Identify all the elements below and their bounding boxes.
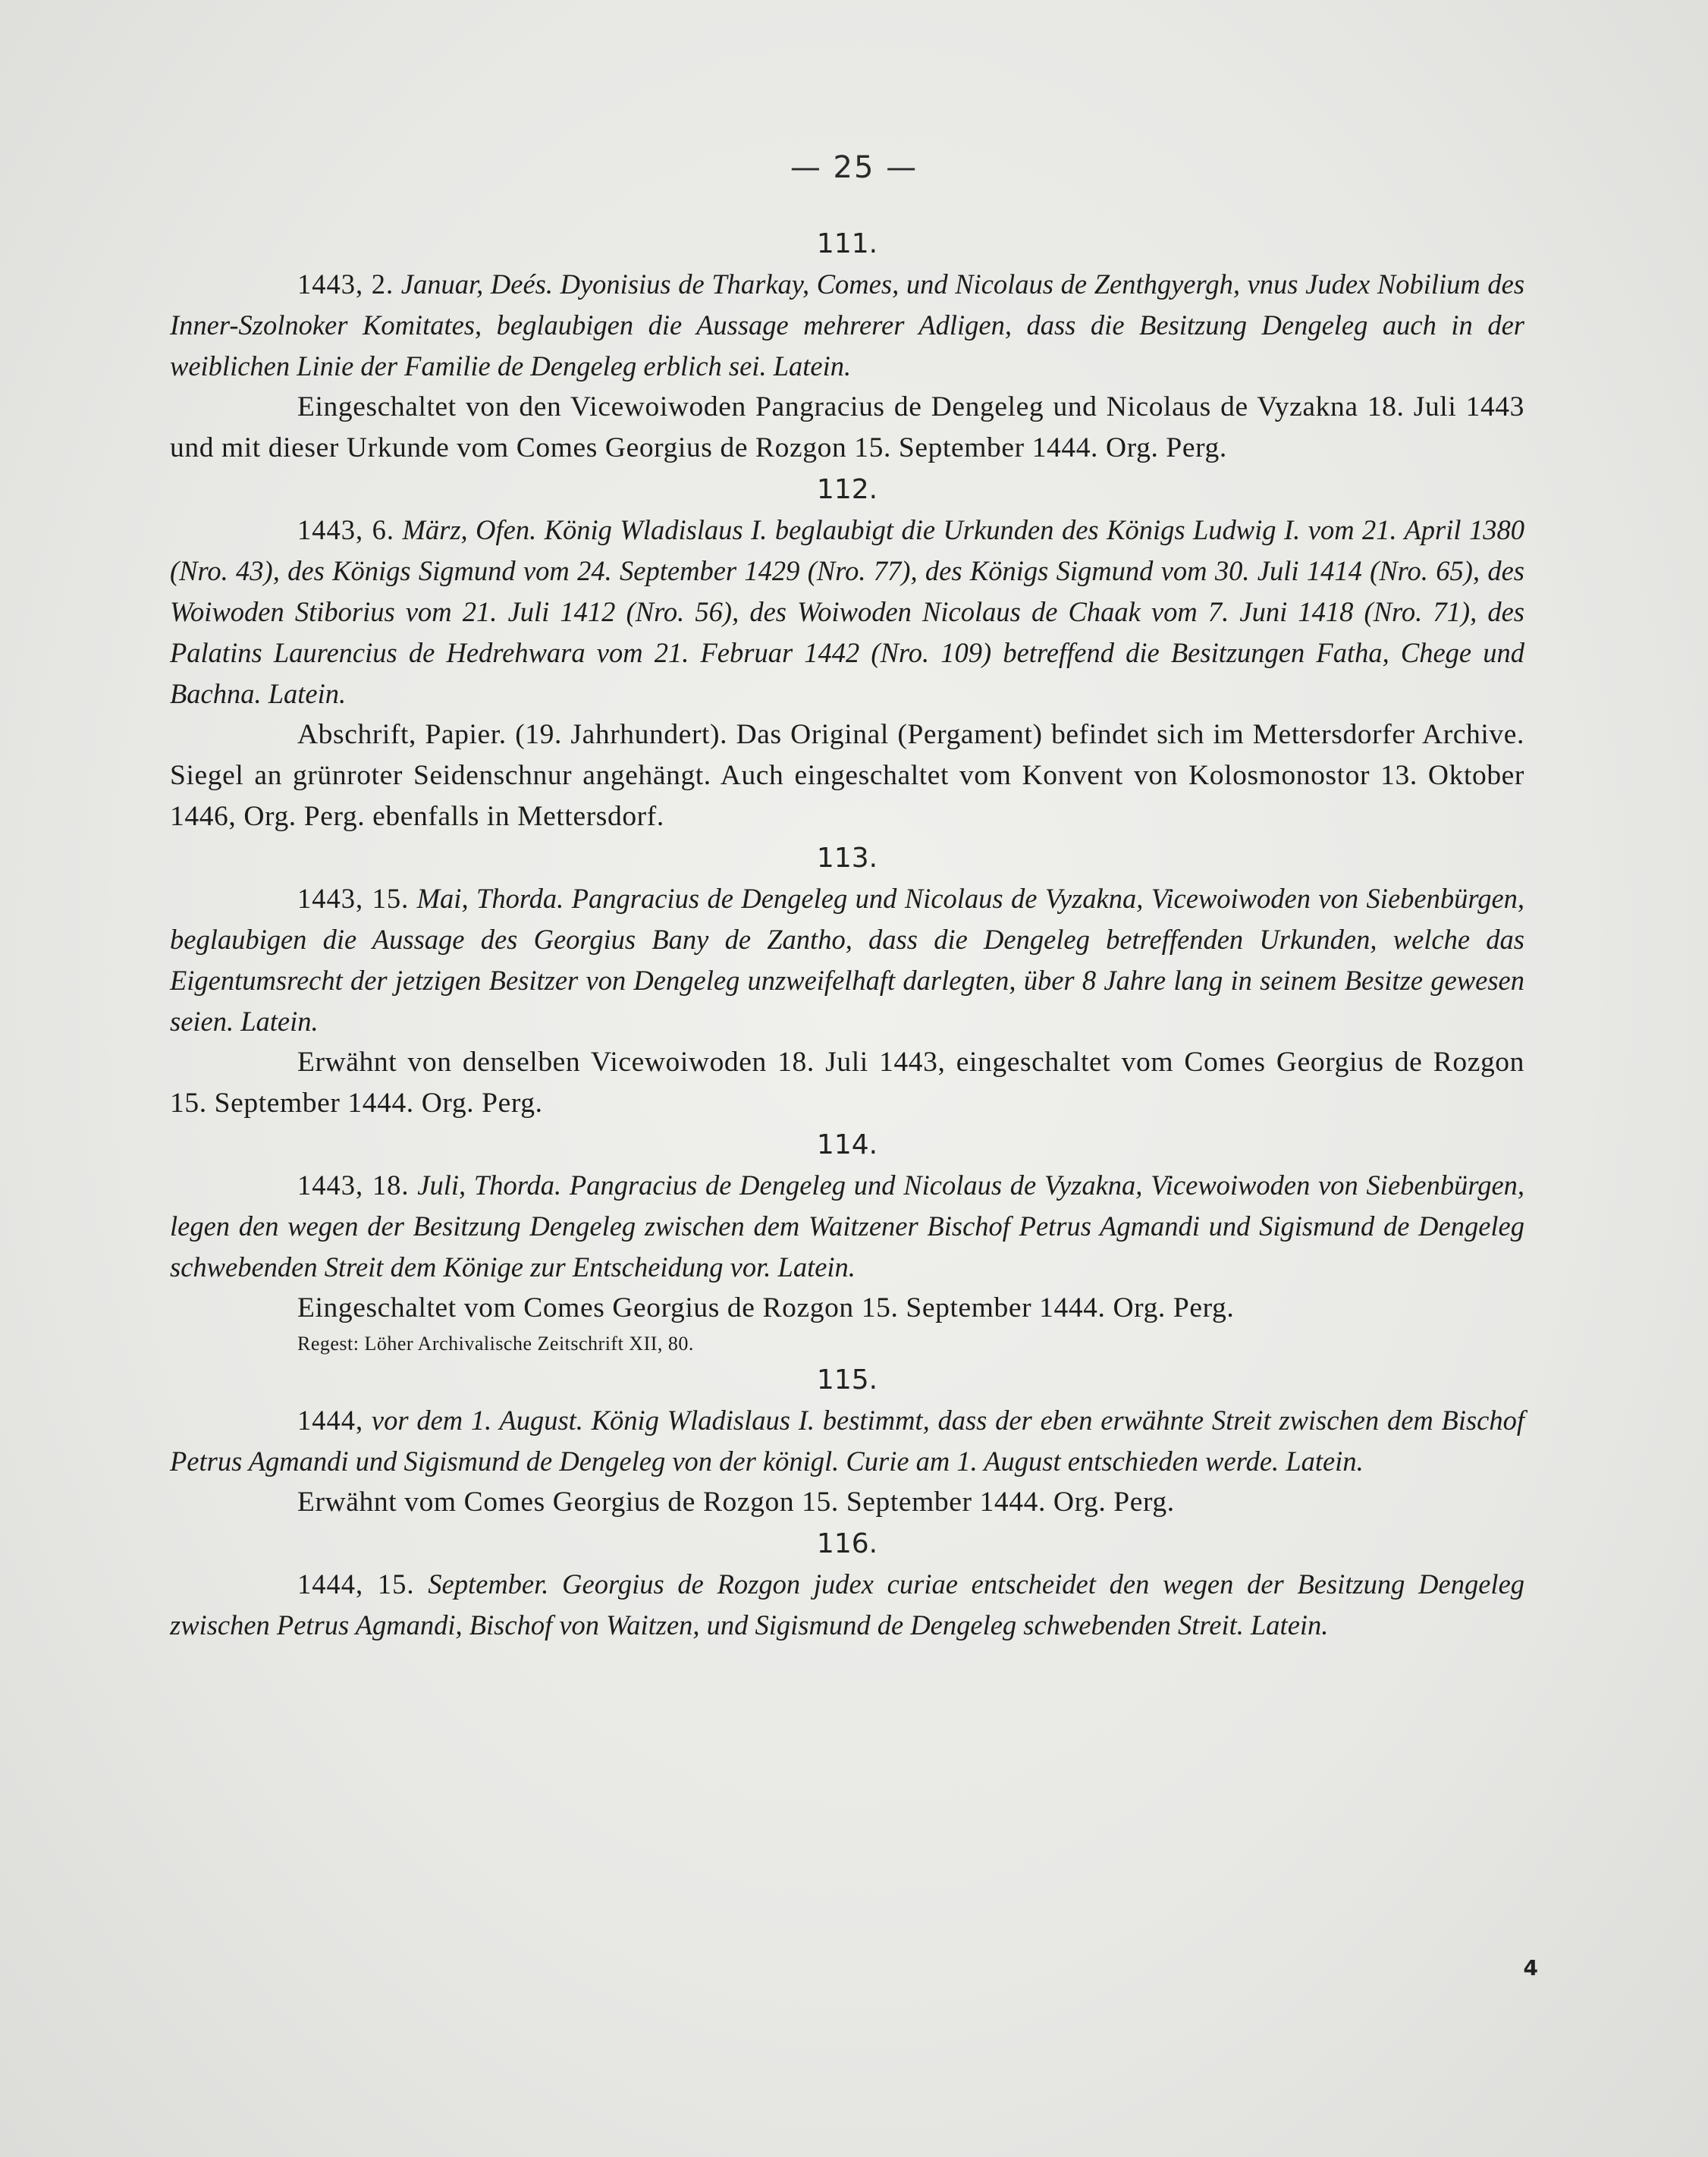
entry-regest-text: vor dem 1. August. König Wladislaus I. bestimmt, dass der eben erwähnte Streit zwischen dem Bischof Petrus Agmandi und Sigismund de Dengeleg von der königl. Curie am 1. August entschieden werde. Latein.	[170, 1405, 1525, 1477]
entry-date: 1443, 15.	[297, 883, 410, 914]
entry-date: 1443, 18.	[297, 1170, 410, 1201]
entry-112	[170, 469, 1524, 837]
entry-regest	[170, 264, 1524, 387]
entry-note: Eingeschaltet vom Comes Georgius de Rozgon 15. September 1444. Org. Perg.	[297, 1292, 1235, 1323]
entry-regest-text: Mai, Thorda. Pangracius de Dengeleg und Nicolaus de Vyzakna, Vicewoiwoden von Siebenbürgen, beglaubigen die Aussage des Georgius Bany de Zantho, dass die Dengeleg betreffenden Urkunden, welche das Eigentumsrecht der jetzigen Besitzer von Dengeleg unzweifelhaft darlegten, über 8 Jahre lang in seinem Besitze gewesen seien. Latein.	[170, 883, 1525, 1037]
entry-number: 115.	[816, 1364, 878, 1396]
entry-note: Erwähnt vom Comes Georgius de Rozgon 15. September 1444. Org. Perg.	[297, 1487, 1175, 1518]
entry-date: 1443, 6.	[297, 514, 394, 545]
entry-regest-text: Juli, Thorda. Pangracius de Dengeleg und Nicolaus de Vyzakna, Vicewoiwoden von Siebenbürgen, legen den wegen der Besitzung Dengeleg zwischen dem Waitzener Bischof Petrus Agmandi und Sigismund de Dengeleg schwebenden Streit dem Könige zur Entscheidung vor. Latein.	[170, 1170, 1525, 1283]
entry-regest	[170, 510, 1524, 714]
entry-number: 111.	[816, 228, 878, 259]
signature-mark: 4	[1523, 1955, 1538, 1980]
entry-113	[170, 837, 1524, 1124]
entry-116	[170, 1523, 1524, 1646]
entry-number: 113.	[816, 843, 878, 874]
entry-number: 112.	[816, 474, 878, 505]
entry-number: 116.	[816, 1528, 878, 1559]
entry-regest-text: September. Georgius de Rozgon judex curiae entscheidet den wegen der Besitzung Dengeleg zwischen Petrus Agmandi, Bischof von Waitzen, und Sigismund de Dengeleg schwebenden Streit. Latein.	[170, 1568, 1525, 1641]
entry-note: Erwähnt von denselben Vicewoiwoden 18. Juli 1443, eingeschaltet vom Comes Georgius de Rozgon 15. September 1444. Org. Perg.	[170, 1047, 1524, 1119]
entry-note: Eingeschaltet von den Vicewoiwoden Pangracius de Dengeleg und Nicolaus de Vyzakna 18. Juli 1443 und mit dieser Urkunde vom Comes Georgius de Rozgon 15. September 1444. Org. Perg.	[170, 391, 1524, 463]
entry-114	[170, 1124, 1524, 1359]
entry-date: 1444, 15.	[297, 1568, 415, 1600]
entry-note: Abschrift, Papier. (19. Jahrhundert). Das Original (Pergament) befindet sich im Mettersdorfer Archive. Siegel an grünroter Seidenschnur angehängt. Auch eingeschaltet vom Konvent von Kolosmonostor 13. Oktober 1446, Org. Perg. ebenfalls in Mettersdorf.	[170, 719, 1524, 832]
entry-reference: Regest: Löher Archivalische Zeitschrift XII, 80.	[297, 1333, 694, 1355]
entry-number: 114.	[816, 1129, 878, 1160]
entry-regest	[170, 1400, 1524, 1482]
entry-regest	[170, 878, 1524, 1042]
entry-regest-text: Januar, Deés. Dyonisius de Tharkay, Comes, und Nicolaus de Zenthgyergh, vnus Judex Nobilium des Inner-Szolnoker Komitates, beglaubigen die Aussage mehrerer Adligen, dass die Besitzung Dengeleg auch in der weiblichen Linie der Familie de Dengeleg erblich sei. Latein.	[170, 268, 1525, 381]
entry-115	[170, 1359, 1524, 1523]
entry-regest-text: März, Ofen. König Wladislaus I. beglaubigt die Urkunden des Königs Ludwig I. vom 21. April 1380 (Nro. 43), des Königs Sigmund vom 24. September 1429 (Nro. 77), des Königs Sigmund vom 30. Juli 1414 (Nro. 65), des Woiwoden Stiborius vom 21. Juli 1412 (Nro. 56), des Woiwoden Nicolaus de Chaak vom 7. Juni 1418 (Nro. 71), des Palatins Laurencius de Hedrehwara vom 21. Februar 1442 (Nro. 109) betreffend die Besitzungen Fatha, Chege und Bachna. Latein.	[170, 514, 1525, 709]
document-body	[170, 228, 1524, 1646]
entry-date: 1444,	[297, 1405, 364, 1436]
entry-regest	[170, 1564, 1524, 1646]
entry-date: 1443, 2.	[297, 268, 394, 300]
page-number-header: — 25 —	[790, 150, 918, 185]
entry-111	[170, 228, 1524, 469]
entry-regest	[170, 1165, 1524, 1288]
